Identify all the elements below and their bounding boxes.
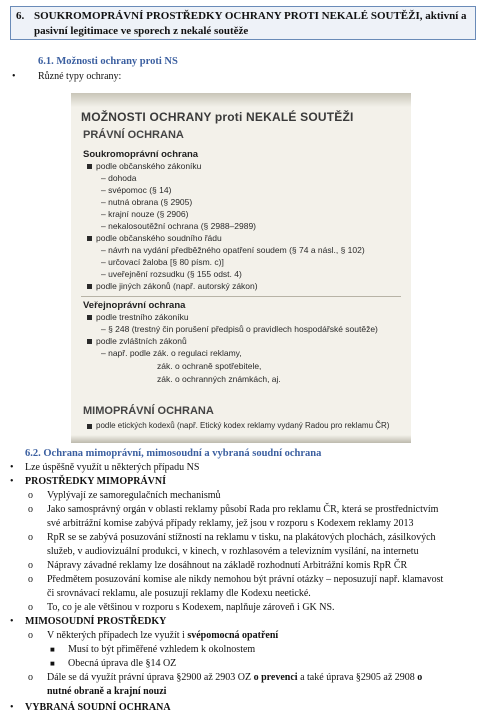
- photo-item: – nekalosoutěžní ochrana (§ 2988–2989): [101, 221, 257, 231]
- list-item-cont: služeb, v audiovizuální produkci, v kinech, v rozhlasovém a televizním vysílání, na internetu: [47, 546, 419, 557]
- photo-item: zák. o ochraně spotřebitele,: [157, 361, 262, 371]
- photo-item: – např. podle zák. o regulaci reklamy,: [101, 348, 242, 358]
- photo-trestni: podle trestního zákoníku: [96, 312, 189, 322]
- list-item-cont: nutné obraně a krajní nouzi: [47, 686, 167, 697]
- list-item: RpR se se zabývá posuzování stížností na reklamu v tisku, na plakátových plochách, zásilkových: [47, 532, 436, 543]
- photo-item: – nutná obrana (§ 2905): [101, 197, 193, 207]
- list-item-cont: či srovnávací reklamu, ale posuzují reklamy dle Kodexu neetické.: [47, 588, 311, 599]
- photo-item: – dohoda: [101, 173, 137, 183]
- photo-item: – návrh na vydání předběžného opatření soudem (§ 74 a násl., § 102): [101, 245, 365, 255]
- chapter-number: 6.: [16, 10, 25, 22]
- section-6-1-title: 6.1. Možnosti ochrany proti NS: [38, 56, 178, 67]
- sub-list-item: Obecná úprava dle §14 OZ: [68, 658, 177, 669]
- photo-title: MOŽNOSTI OCHRANY proti NEKALÉ SOUTĚŽI: [81, 110, 354, 124]
- chapter-heading-box: [10, 6, 476, 40]
- bullet-dot: •: [10, 476, 14, 487]
- bullet-circle: o: [28, 532, 33, 543]
- photo-soukromopravni: Soukromoprávní ochrana: [83, 149, 199, 160]
- list-item: Vyplývají ze samoregulačních mechanismů: [47, 490, 221, 501]
- bullet-dot: •: [10, 462, 14, 473]
- photo-item: – uveřejnění rozsudku (§ 155 odst. 4): [101, 269, 242, 279]
- scanned-slide-photo: [71, 93, 411, 443]
- heading-soudni: VYBRANÁ SOUDNÍ OCHRANA: [25, 702, 171, 713]
- bullet-square: ■: [50, 645, 55, 654]
- photo-divider: [81, 296, 401, 297]
- heading-mimosoudni: MIMOSOUDNÍ PROSTŘEDKY: [25, 616, 167, 627]
- sub-list-item: Musí to být přiměřené vzhledem k okolnostem: [68, 644, 256, 655]
- photo-jinych: podle jiných zákonů (např. autorský zákon): [96, 281, 258, 291]
- section-6-2-title: 6.2. Ochrana mimoprávní, mimosoudní a vybraná soudní ochrana: [25, 448, 322, 459]
- photo-zvlastni: podle zvláštních zákonů: [96, 336, 187, 346]
- list-item: Předmětem posuzování komise ale nikdy nemohou být právní otázky – neposuzují např. klamavost: [47, 574, 444, 585]
- bullet-circle: o: [28, 574, 33, 585]
- bullet-dot: •: [10, 702, 14, 713]
- list-item-cont: své arbitrážní komise zabývá případy reklamy, jež jsou v rozporu s Kodexem reklamy 2013: [47, 518, 414, 529]
- photo-item: – § 248 (trestný čin porušení předpisů o pravidlech hospodářské soutěže): [101, 324, 378, 334]
- heading-mimopravni: PROSTŘEDKY MIMOPRÁVNÍ: [25, 476, 167, 487]
- section-6-1-bullet: Různé typy ochrany:: [38, 71, 122, 82]
- list-item: To, co je ale většinou v rozporu s Kodexem, naplňuje zároveň i GK NS.: [47, 602, 335, 613]
- photo-item: – určovací žaloba [§ 80 písm. c)]: [101, 257, 224, 267]
- photo-obc-sr: podle občanského soudního řádu: [96, 233, 222, 243]
- photo-shadow-bottom: [71, 435, 411, 443]
- bullet-dot: •: [10, 616, 14, 627]
- photo-item: – krajní nouze (§ 2906): [101, 209, 189, 219]
- chapter-heading: [16, 9, 467, 38]
- photo-obc-zak: podle občanského zákoníku: [96, 161, 202, 171]
- bullet-circle: o: [28, 560, 33, 571]
- photo-verejnopravni: Veřejnoprávní ochrana: [83, 300, 186, 311]
- list-item: Nápravy závadné reklamy lze dosáhnout na základě rozhodnutí Arbitrážní komis RpR ČR: [47, 560, 408, 571]
- bullet-dot: •: [12, 71, 16, 82]
- bullet-circle: o: [28, 602, 33, 613]
- bullet-circle: o: [28, 672, 33, 683]
- bullet-circle: o: [28, 630, 33, 641]
- list-item: V některých případech lze využít i svépomocná opatření: [47, 630, 279, 641]
- list-item: Jako samosprávný orgán v oblasti reklamy působí Rada pro reklamu ČR, která se prostřednictvím: [47, 504, 439, 515]
- photo-private-heading: PRÁVNÍ OCHRANA: [83, 129, 184, 141]
- bullet-circle: o: [28, 504, 33, 515]
- chapter-heading-line1: SOUKROMOPRÁVNÍ PROSTŘEDKY OCHRANY PROTI NEKALÉ SOUTĚŽI, aktivní a: [34, 10, 467, 22]
- photo-item: zák. o ochranných známkách, aj.: [157, 374, 281, 384]
- photo-item: – svépomoc (§ 14): [101, 185, 172, 195]
- photo-shadow-top: [71, 93, 411, 107]
- bullet-circle: o: [28, 490, 33, 501]
- intro-text: Lze úspěšně využít u některých případu NS: [25, 462, 200, 473]
- bullet-square: ■: [50, 659, 55, 668]
- photo-eticky: podle etických kodexů (např. Etický kodex reklamy vydaný Radou pro reklamu ČR): [96, 421, 390, 430]
- list-item: Dále se dá využít právní úprava §2900 až 2903 OZ o prevenci a také úprava §2905 až 2908 o: [47, 672, 423, 683]
- chapter-heading-line2: pasivní legitimace ve sporech z nekalé soutěže: [34, 24, 249, 37]
- photo-mimopravni: MIMOPRÁVNÍ OCHRANA: [83, 405, 214, 417]
